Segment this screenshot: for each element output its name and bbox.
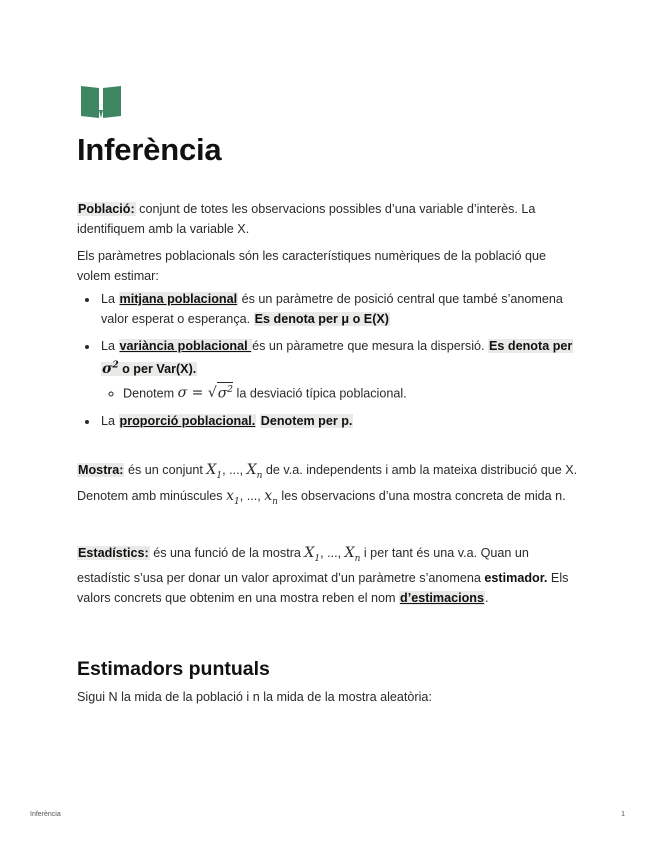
sample-variables: $X_1$, ..., $X_n$ <box>206 462 263 482</box>
sigui-paragraph: Sigui N la mida de la població i n la mida de la mostra aleatòria: <box>77 690 432 704</box>
sigma-squared: $\sigma^2$ <box>102 360 119 378</box>
page-number: 1 <box>621 811 625 818</box>
sample-observations: $x_1$, ..., $x_n$ <box>226 487 278 507</box>
list-item: • La mitjana poblacional és un paràmetre de posició central que també s’anomena valor esperat o esperança. Es denota per μ o E(X) <box>99 290 582 329</box>
book-icon <box>80 85 122 119</box>
variancia-term: variància poblacional <box>119 339 252 353</box>
list-item: ◦ Denotem $\sigma = √\sigma^2$ la desviació típica poblacional. <box>123 382 582 404</box>
list-item: • La proporció poblacional. Denotem per p. <box>99 412 582 432</box>
content <box>77 200 582 608</box>
estimador-term: estimador. <box>484 571 548 586</box>
proporcio-term: proporció poblacional. <box>119 413 256 428</box>
mitjana-term: mitjana poblacional <box>119 292 238 306</box>
page-title: Inferència <box>77 132 222 167</box>
estimacions-term: d’estimacions <box>400 590 485 605</box>
footer-title: Inferència <box>30 811 61 818</box>
parametres-list <box>77 290 582 431</box>
section-heading: Estimadors puntuals <box>77 658 270 680</box>
estadistics-label: Estadístics: <box>78 545 149 560</box>
sigma-equation: $\sigma = √\sigma^2$ <box>178 385 233 401</box>
poblacio-label: Població: <box>78 202 135 216</box>
parametres-paragraph: Els paràmetres poblacionals són les característiques numèriques de la població que volem estimar: <box>77 249 547 283</box>
sample-variables: $X_1$, ..., $X_n$ <box>304 544 361 564</box>
list-item: • La variància poblacional és un pàrametre que mesura la dispersió. Es denota per $\sigma^2$ o per Var(X). ◦ Denotem $\sigma = √\sigma^2$ la desviació típica poblacional. <box>99 337 582 404</box>
poblacio-paragraph: Població: conjunt de totes les observacions possibles d’una variable d’interès. La identifiquem amb la variable X. <box>77 202 536 236</box>
variancia-sublist <box>101 382 582 404</box>
mostra-label: Mostra: <box>78 463 124 478</box>
mostra-paragraph: Mostra: és un conjunt $X_1$, ..., $X_n$ de v.a. independents i amb la mateixa distribució que X. Denotem amb minúscules $x_1$, ..., $x_n$ les observacions d’una mostra concreta de mida n. <box>77 462 578 507</box>
estadistics-paragraph: Estadístics: és una funció de la mostra $X_1$, ..., $X_n$ i per tant és una v.a. Quan un estadístic s’usa per donar un valor aproximat d’un paràmetre s’anomena estimador. Els valors concrets que obtenim en una mostra reben el nom d’estimacions. <box>77 544 569 605</box>
